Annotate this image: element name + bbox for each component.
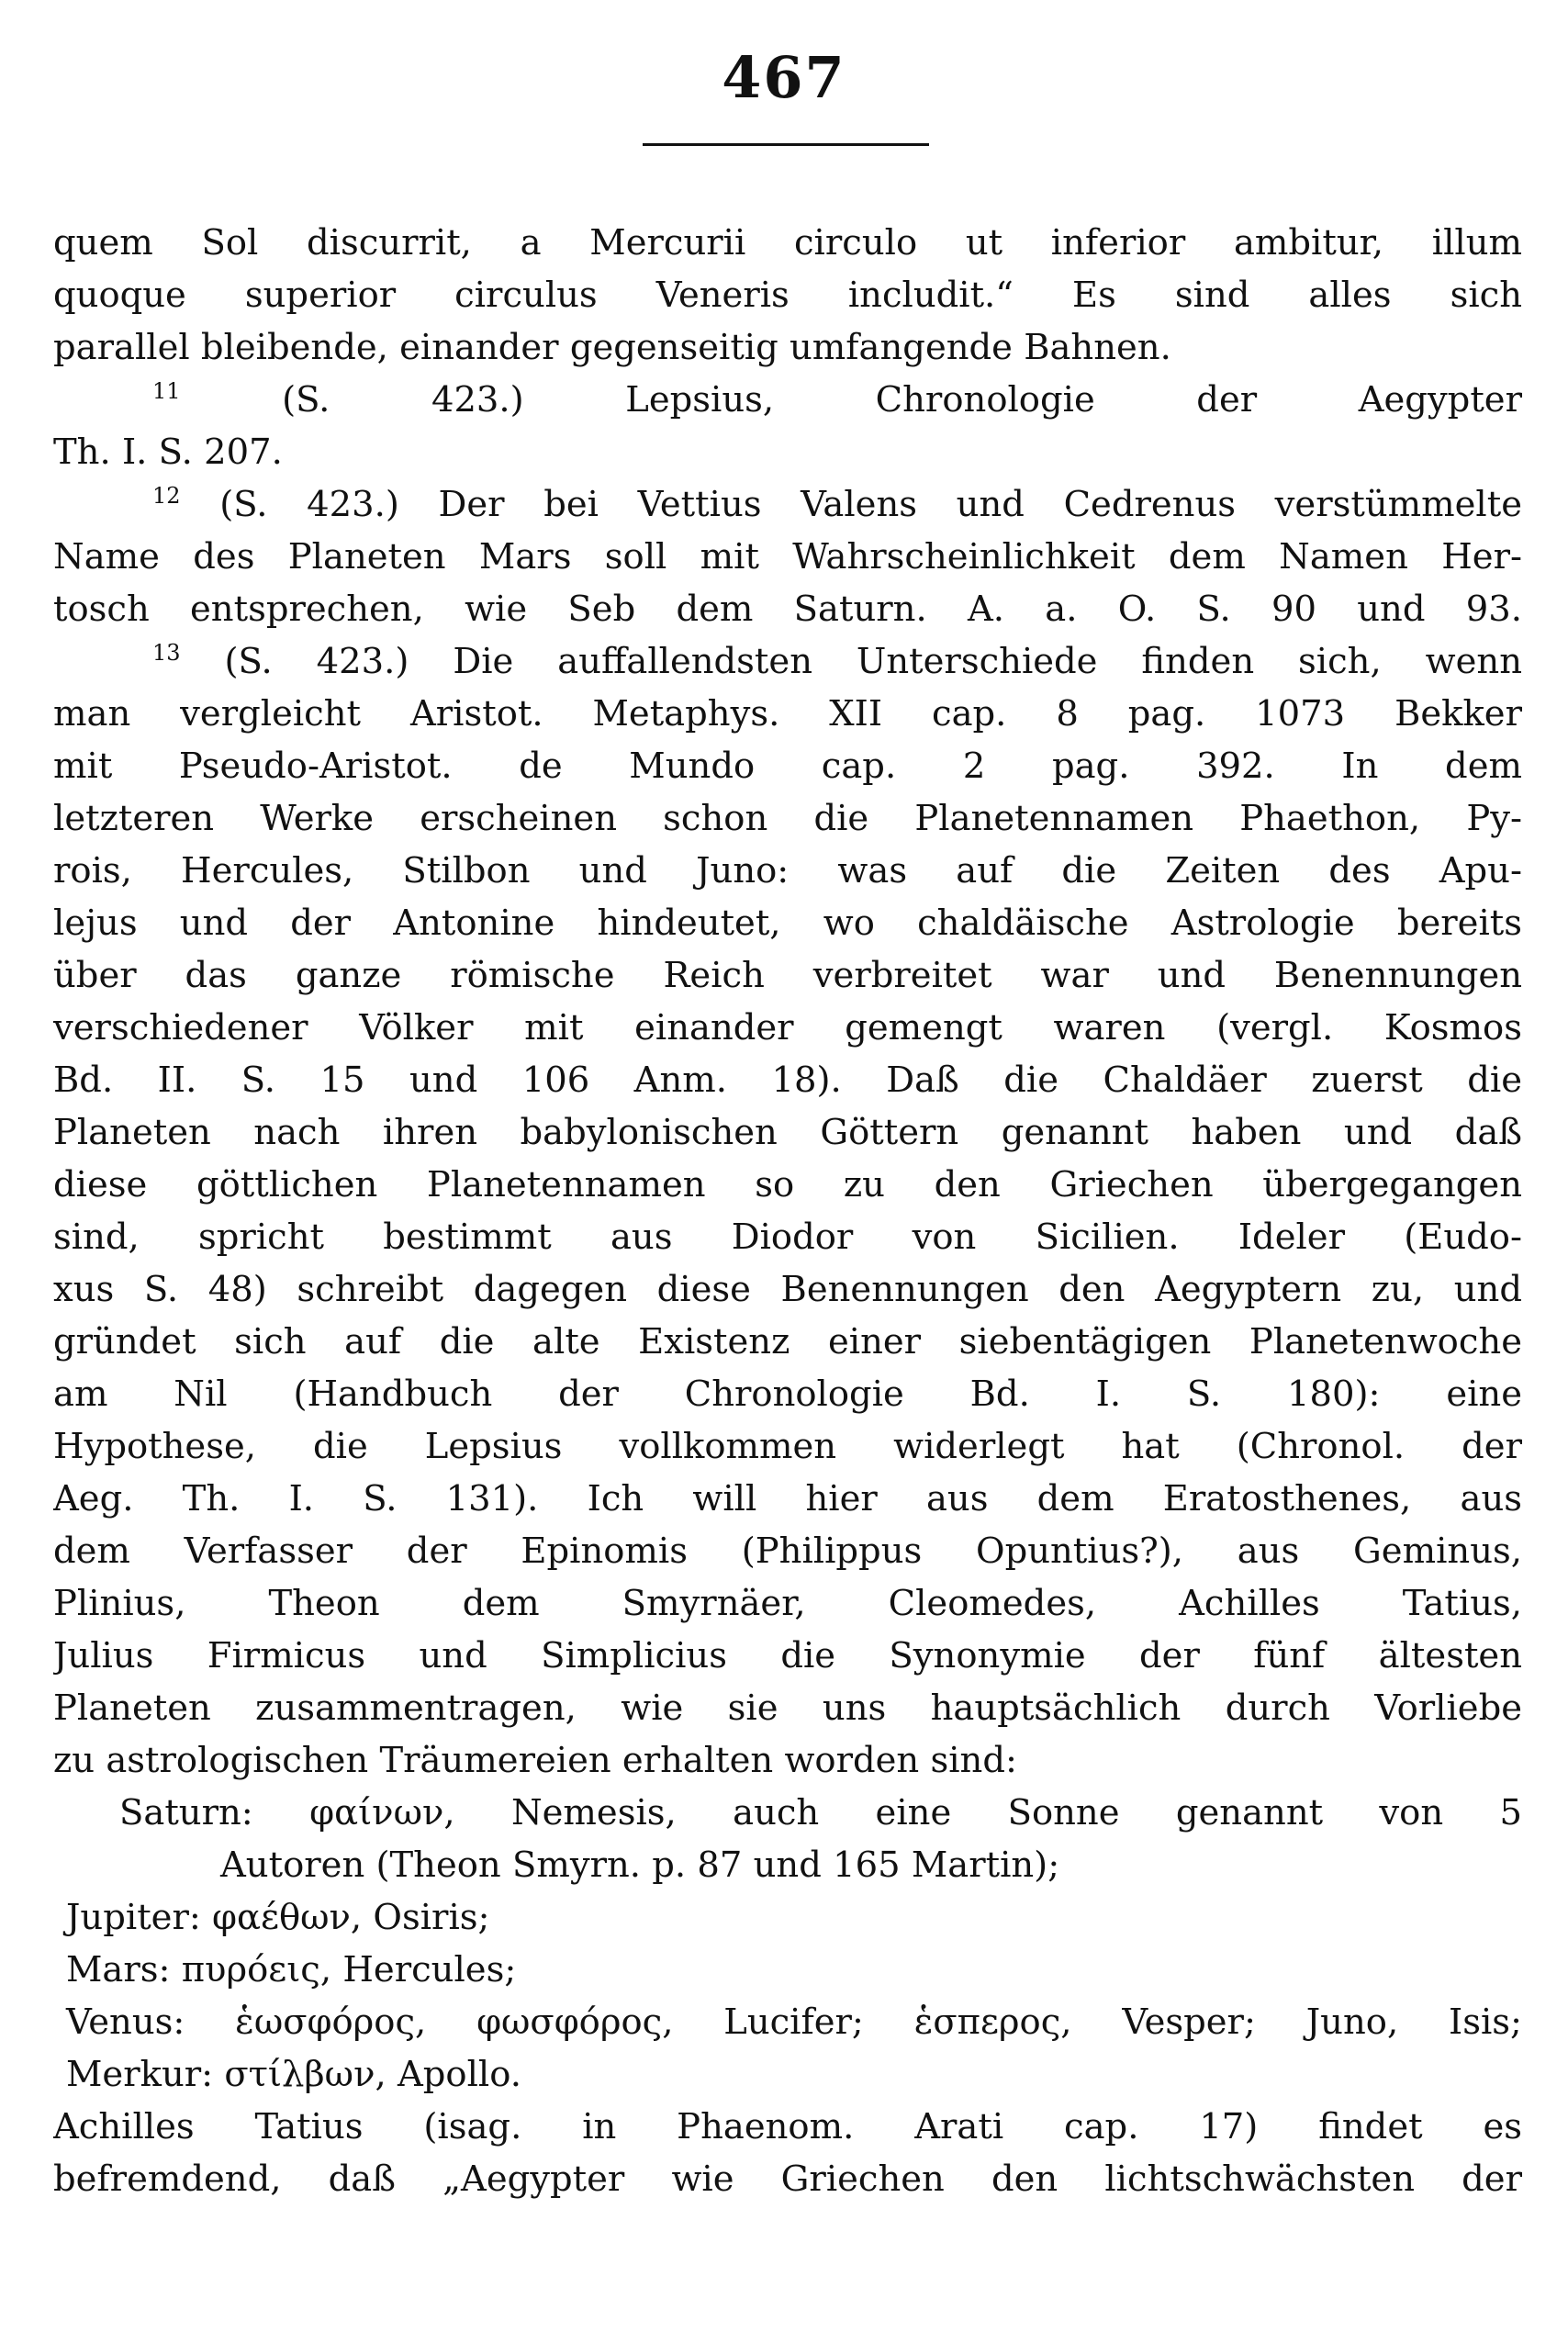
text-line <box>53 1734 1522 1787</box>
text-line <box>53 2153 1522 2205</box>
footnote-number: 13 <box>152 640 181 666</box>
line-text: Mars: πυρόεις, Hercules; <box>66 1949 517 1990</box>
text-line <box>53 1839 1522 1891</box>
text-line <box>53 1891 1522 1944</box>
line-text: über das ganze römische Reich verbreitet war und Benennungen <box>53 955 1522 996</box>
text-line <box>53 845 1522 897</box>
text-line <box>53 1630 1522 1682</box>
text-line <box>53 1211 1522 1263</box>
line-text: xus S. 48) schreibt dagegen diese Benennungen den Aegyptern zu, und <box>53 1269 1522 1310</box>
line-text: dem Verfasser der Epinomis (Philippus Opuntius?), aus Geminus, <box>53 1530 1522 1572</box>
line-text: Hypothese, die Lepsius vollkommen widerlegt hat (Chronol. der <box>53 1426 1522 1467</box>
line-text: Planeten nach ihren babylonischen Göttern genannt haben und daß <box>53 1112 1522 1153</box>
text-line <box>53 269 1522 321</box>
line-text: mit Pseudo-Aristot. de Mundo cap. 2 pag. 392. In dem <box>53 746 1522 787</box>
line-text: Plinius, Theon dem Smyrnäer, Cleomedes, Achilles Tatius, <box>53 1583 1522 1624</box>
text-line <box>53 1473 1522 1525</box>
line-text: Jupiter: φαέθων, Osiris; <box>66 1897 490 1938</box>
text-line <box>53 1368 1522 1420</box>
line-text: (S. 423.) Lepsius, Chronologie der Aegypter <box>180 379 1522 420</box>
text-line <box>53 949 1522 1002</box>
line-text: am Nil (Handbuch der Chronologie Bd. I. S. 180): eine <box>53 1373 1522 1415</box>
line-text: parallel bleibende, einander gegenseitig umfangende Bahnen. <box>53 327 1171 368</box>
text-line <box>53 1944 1522 1996</box>
page-number: 467 <box>722 44 846 111</box>
line-text: Th. I. S. 207. <box>53 432 283 473</box>
line-text: (S. 423.) Die auffallendsten Unterschiede finden sich, wenn <box>180 641 1522 682</box>
line-text: befremdend, daß „Aegypter wie Griechen den lichtschwächsten der <box>53 2158 1522 2200</box>
line-text: Saturn: φαίνων, Nemesis, auch eine Sonne genannt von 5 <box>119 1792 1522 1833</box>
line-text: verschiedener Völker mit einander gemengt waren (vergl. Kosmos <box>53 1007 1522 1048</box>
text-line <box>53 1996 1522 2048</box>
text-line <box>53 374 1522 426</box>
text-line <box>53 217 1522 269</box>
footnote-number: 12 <box>152 483 181 509</box>
text-line <box>53 1106 1522 1159</box>
line-text: Merkur: στίλβων, Apollo. <box>66 2054 521 2095</box>
line-text: Name des Planeten Mars soll mit Wahrscheinlichkeit dem Namen Her- <box>53 536 1522 577</box>
line-text: zu astrologischen Träumereien erhalten worden sind: <box>53 1740 1017 1781</box>
text-line <box>53 1420 1522 1473</box>
line-text: lejus und der Antonine hindeutet, wo chaldäische Astrologie bereits <box>53 903 1522 944</box>
text-line <box>53 1787 1522 1839</box>
footnote-number: 11 <box>152 378 181 404</box>
line-text: Aeg. Th. I. S. 131). Ich will hier aus dem Eratosthenes, aus <box>53 1478 1522 1519</box>
text-line <box>53 2048 1522 2101</box>
line-text: gründet sich auf die alte Existenz einer siebentägigen Planetenwoche <box>53 1321 1522 1362</box>
header-rule <box>643 143 929 146</box>
text-line <box>53 1577 1522 1630</box>
text-line <box>53 688 1522 740</box>
line-text: Autoren (Theon Smyrn. p. 87 und 165 Martin); <box>220 1844 1060 1886</box>
text-line <box>53 1316 1522 1368</box>
text-line <box>53 1054 1522 1106</box>
line-text: Venus: ἑωσφόρος, φωσφόρος, Lucifer; ἑσπερος, Vesper; Juno, Isis; <box>66 2001 1522 2043</box>
line-text: Achilles Tatius (isag. in Phaenom. Arati cap. 17) findet es <box>53 2106 1522 2147</box>
text-line <box>53 583 1522 635</box>
text-line <box>53 2101 1522 2153</box>
line-text: Planeten zusammentragen, wie sie uns hauptsächlich durch Vorliebe <box>53 1687 1522 1729</box>
text-line <box>53 897 1522 949</box>
line-text: rois, Hercules, Stilbon und Juno: was auf die Zeiten des Apu- <box>53 850 1522 891</box>
text-line <box>53 1002 1522 1054</box>
text-line <box>53 531 1522 583</box>
text-line <box>53 635 1522 688</box>
line-text: diese göttlichen Planetennamen so zu den Griechen übergegangen <box>53 1164 1522 1205</box>
text-line <box>53 1159 1522 1211</box>
line-text: Julius Firmicus und Simplicius die Synonymie der fünf ältesten <box>53 1635 1522 1676</box>
text-line <box>53 1525 1522 1577</box>
body-text <box>53 217 1522 2205</box>
text-line <box>53 792 1522 845</box>
line-text: quem Sol discurrit, a Mercurii circulo ut inferior ambitur, illum <box>53 222 1522 263</box>
line-text: (S. 423.) Der bei Vettius Valens und Cedrenus verstümmelte <box>180 484 1522 525</box>
line-text: Bd. II. S. 15 und 106 Anm. 18). Daß die Chaldäer zuerst die <box>53 1059 1522 1101</box>
line-text: quoque superior circulus Veneris includit.“ Es sind alles sich <box>53 275 1522 316</box>
text-line <box>53 426 1522 478</box>
text-line <box>53 478 1522 531</box>
line-text: man vergleicht Aristot. Metaphys. XII cap. 8 pag. 1073 Bekker <box>53 693 1522 734</box>
text-line <box>53 740 1522 792</box>
text-line <box>53 1263 1522 1316</box>
line-text: tosch entsprechen, wie Seb dem Saturn. A. a. O. S. 90 und 93. <box>53 589 1522 630</box>
text-line <box>53 321 1522 374</box>
line-text: sind, spricht bestimmt aus Diodor von Sicilien. Ideler (Eudo- <box>53 1216 1522 1258</box>
text-line <box>53 1682 1522 1734</box>
line-text: letzteren Werke erscheinen schon die Planetennamen Phaethon, Py- <box>53 798 1522 839</box>
